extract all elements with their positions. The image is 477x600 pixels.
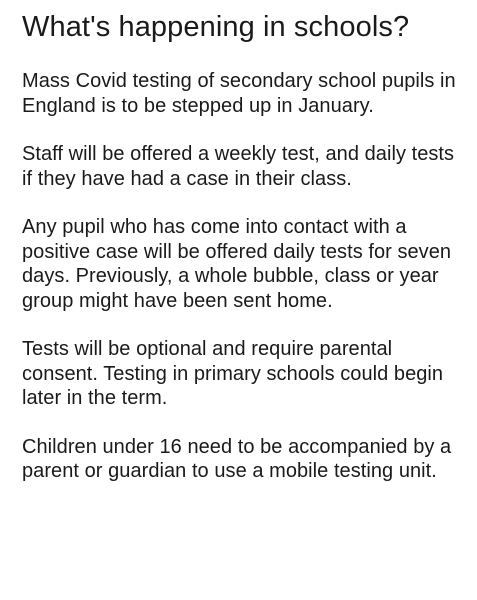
article-paragraph: Children under 16 need to be accompanied by a parent or guardian to use a mobile testing unit. bbox=[22, 435, 452, 482]
article-body bbox=[22, 69, 459, 484]
article-paragraph: Mass Covid testing of secondary school pupils in England is to be stepped up in January. bbox=[22, 70, 456, 117]
article-title: What's happening in schools? bbox=[22, 11, 410, 43]
article-paragraph: Any pupil who has come into contact with a positive case will be offered daily tests for seven days. Previously, a whole bubble, class or year group might have been sent home. bbox=[22, 216, 452, 312]
article-paragraph: Staff will be offered a weekly test, and daily tests if they have had a case in their class. bbox=[22, 143, 455, 190]
article-paragraph: Tests will be optional and require parental consent. Testing in primary schools could begin later in the term. bbox=[22, 338, 444, 409]
